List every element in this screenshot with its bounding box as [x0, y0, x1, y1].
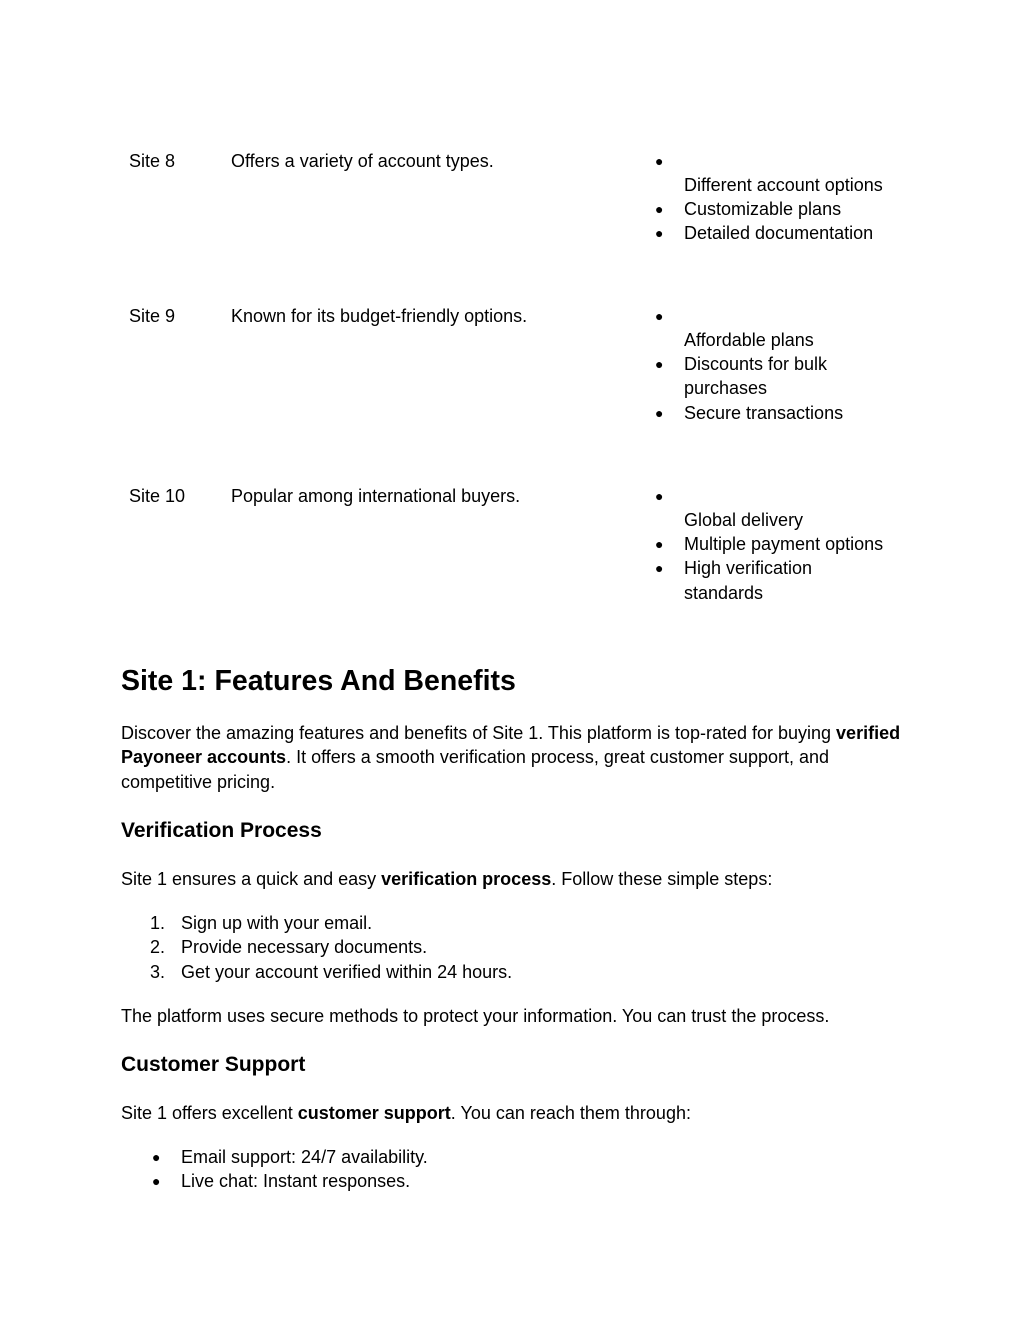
channel-text: Live chat: Instant responses.: [181, 1171, 411, 1192]
channel-text: Email support: 24/7 availability.: [181, 1147, 428, 1167]
step-number: 1.: [150, 913, 166, 933]
site-name-cell: Site 8: [129, 151, 176, 171]
list-item: [121, 911, 512, 935]
intro-text: Discover the amazing features and benefits of Site 1. This platform is top-rated for buying: [121, 723, 837, 743]
list-item: [655, 401, 894, 425]
verification-steps: [121, 911, 512, 984]
section-title: Site 1: Features And Benefits: [121, 665, 516, 697]
step-number: 3.: [150, 961, 166, 982]
feature-list: [655, 304, 894, 425]
bullet-icon: ●: [152, 1149, 161, 1165]
bullet-icon: ●: [655, 488, 664, 504]
list-item: [655, 221, 894, 245]
list-item: [121, 935, 512, 959]
bullet-icon: ●: [655, 356, 664, 373]
bullet-icon: ●: [152, 1173, 161, 1190]
site-name-cell: Site 10: [129, 486, 186, 506]
step-number: 2.: [150, 937, 166, 958]
list-item: [655, 173, 894, 197]
bullet-icon: ●: [655, 201, 664, 218]
lead-text: Site 1 offers excellent: [121, 1103, 298, 1123]
support-channels: [121, 1145, 428, 1194]
verification-heading: Verification Process: [121, 819, 322, 842]
support-lead: [121, 1101, 901, 1125]
intro-paragraph: [121, 721, 901, 794]
site-description-cell: Popular among international buyers.: [231, 486, 521, 506]
support-heading: Customer Support: [121, 1053, 306, 1076]
bullet-icon: ●: [655, 404, 664, 421]
lead-bold-text: verification process: [381, 869, 552, 889]
lead-text: . You can reach them through:: [450, 1103, 691, 1123]
intro-bold-text: verified Payoneer accounts: [121, 723, 901, 768]
bullet-icon: ●: [655, 560, 664, 577]
lead-text: Site 1 ensures a quick and easy: [121, 869, 382, 889]
list-item: [655, 197, 894, 221]
list-item: [655, 556, 894, 604]
site-description-cell: Offers a variety of account types.: [231, 151, 494, 171]
list-item: [655, 328, 894, 352]
list-item-text: Global delivery: [684, 510, 804, 530]
list-item: [655, 508, 894, 532]
list-item: [655, 352, 894, 400]
step-text: Provide necessary documents.: [181, 937, 428, 958]
list-item: [655, 484, 894, 508]
list-item-text: Multiple payment options: [684, 534, 884, 555]
verification-closing: The platform uses secure methods to protect your information. You can trust the process.: [121, 1006, 830, 1026]
verification-lead: [121, 867, 901, 891]
list-item: [121, 1145, 428, 1169]
intro-text: . It offers a smooth verification process, great customer support, and competitive pricing.: [121, 747, 830, 792]
feature-list: [655, 484, 894, 605]
bullet-icon: ●: [655, 536, 664, 553]
bullet-icon: ●: [655, 308, 664, 324]
list-item: [655, 304, 894, 328]
list-item: [655, 149, 894, 173]
list-item-text: Detailed documentation: [684, 223, 874, 244]
list-item: [121, 960, 512, 984]
bullet-icon: ●: [655, 153, 664, 169]
list-item-text: Customizable plans: [684, 199, 842, 220]
list-item-text: Affordable plans: [684, 330, 814, 350]
list-item-text: Different account options: [684, 175, 883, 195]
step-text: Get your account verified within 24 hours.: [181, 961, 513, 982]
list-item-text: High verification standards: [684, 558, 813, 603]
list-item: [655, 532, 894, 556]
list-item-text: Discounts for bulk purchases: [684, 354, 828, 399]
site-name-cell: Site 9: [129, 306, 176, 326]
feature-list: [655, 149, 894, 246]
lead-bold-text: customer support: [297, 1103, 451, 1123]
list-item-text: Secure transactions: [684, 402, 844, 423]
bullet-icon: ●: [655, 225, 664, 242]
lead-text: . Follow these simple steps:: [551, 869, 773, 889]
list-item: [121, 1169, 428, 1193]
site-description-cell: Known for its budget-friendly options.: [231, 306, 528, 326]
step-text: Sign up with your email.: [181, 913, 373, 933]
